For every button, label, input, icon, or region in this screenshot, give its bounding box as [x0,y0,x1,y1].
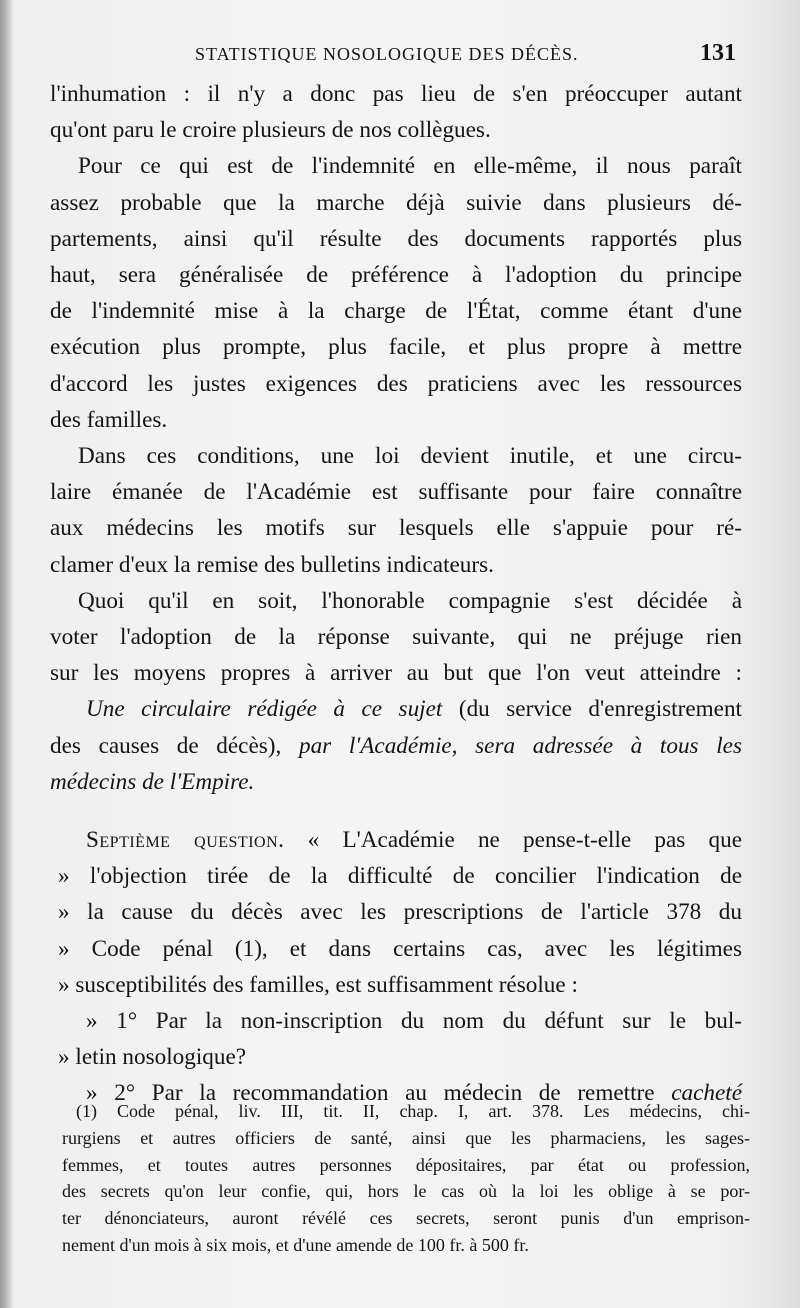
text-line: l'inhumation : il n'y a donc pas lieu de s'en préoccuper autant [50,81,742,107]
section-gap [50,800,742,822]
italic-run: cacheté [671,1080,742,1107]
paragraph-5-resolution [50,691,742,800]
text-line: voter l'adoption de la réponse suivante, qui ne préjuge rien [50,624,742,651]
text-line [50,822,742,858]
italic-run: médecins de l'Empire. [50,768,255,795]
text-line: » la cause du décès avec les prescriptions de l'article 378 du [58,899,742,926]
footnote-line: rurgiens et autres officiers de santé, ainsi que les pharmaciens, les sages- [62,1127,750,1148]
text-line: » Code pénal (1), et dans certains cas, avec les légitimes [58,935,742,962]
footnote-line: nement d'un mois à six mois, et d'une amende de 100 fr. à 500 fr. [62,1234,529,1255]
footnote [62,1098,750,1259]
italic-run: Une circulaire rédigée à ce sujet [86,696,443,723]
text-line: » susceptibilités des familles, est suffisamment résolue : [58,971,578,998]
paragraph-2 [50,148,742,438]
text-line: haut, sera généralisée de préférence à l'adoption du principe [50,262,742,289]
page-number: 131 [700,40,736,66]
text-line: Pour ce qui est de l'indemnité en elle-même, il nous paraît [78,153,742,180]
text-line: aux médecins les motifs sur lesquels elle s'appuie pour ré- [50,515,742,542]
text-line: clamer d'eux la remise des bulletins indicateurs. [50,551,494,578]
text-line: » l'objection tirée de la difficulté de concilier l'indication de [58,863,742,890]
page-gutter-shadow [0,0,14,1308]
text-line: qu'ont paru le croire plusieurs de nos collègues. [50,117,491,144]
footnote-line: (1) Code pénal, liv. III, tit. II, chap. I, art. 378. Les médecins, chi- [76,1101,750,1121]
roman-run: des causes de décès), [50,732,299,759]
text-line: » letin nosologique? [58,1044,247,1071]
question-label: Septième question. [86,827,285,854]
text-line: assez probable que la marche déjà suivie dans plusieurs dé- [50,189,742,216]
roman-run: « L'Académie ne pense-t-elle pas que [284,827,742,854]
paragraph-4 [50,583,742,692]
paragraph-3 [50,438,742,583]
text-line: laire émanée de l'Académie est suffisante pour faire connaître [50,479,742,506]
text-line: » 1° Par la non-inscription du nom du défunt sur le bul- [86,1008,742,1035]
text-line: exécution plus prompte, plus facile, et plus propre à mettre [50,334,742,361]
text-line: Dans ces conditions, une loi devient inutile, et une circu- [78,443,742,470]
text-line: partements, ainsi qu'il résulte des documents rapportés plus [50,225,742,252]
page-body [50,76,742,1112]
text-line [50,691,742,727]
footnote-line: femmes, et toutes autres personnes dépositaires, par état ou profession, [62,1154,750,1175]
text-line: des familles. [50,406,168,433]
page-header [50,40,740,76]
footnote-line: ter dénonciateurs, auront révélé ces secrets, seront punis d'un emprison- [62,1208,750,1229]
roman-run: » 2° Par la recommandation au médecin de remettre [86,1080,672,1107]
text-line: sur les moyens propres à arriver au but que l'on veut atteindre : [50,660,742,687]
text-line: de l'indemnité mise à la charge de l'État, comme étant d'une [50,298,742,325]
running-title: STATISTIQUE NOSOLOGIQUE DES DÉCÈS. [195,44,579,64]
text-line [50,728,742,764]
text-line: Quoi qu'il en soit, l'honorable compagnie s'est décidée à [78,587,742,614]
text-line: d'accord les justes exigences des praticiens avec les ressources [50,370,742,397]
italic-run: par l'Académie, sera adressée à tous les [298,732,742,759]
question-paragraph [50,822,742,1112]
text-line [50,764,742,800]
roman-run: (du service d'enregistrement [442,696,742,723]
footnote-line: des secrets qu'on leur confie, qui, hors le cas où la loi les oblige à se por- [62,1181,750,1202]
paragraph-1 [50,76,742,148]
